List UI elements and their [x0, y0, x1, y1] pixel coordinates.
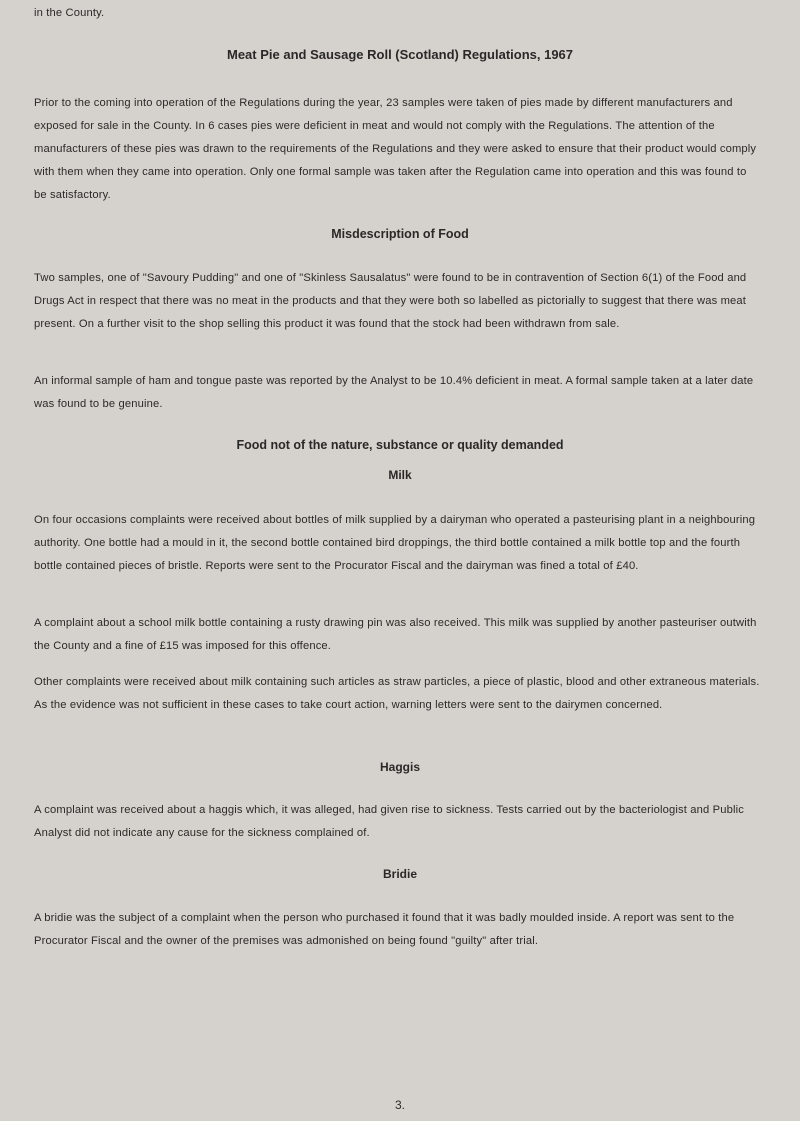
heading-food-not-nature: Food not of the nature, substance or quality demanded	[236, 438, 564, 452]
paragraph-misdescription-2: An informal sample of ham and tongue paste was reported by the Analyst to be 10.4% deficient in meat. A formal sample taken at a later date was found to be genuine.	[34, 375, 754, 410]
heading-haggis: Haggis	[379, 760, 420, 774]
heading-milk: Milk	[388, 468, 412, 482]
heading-misdescription: Misdescription of Food	[331, 227, 469, 241]
heading-meat-pie: Meat Pie and Sausage Roll (Scotland) Regulations, 1967	[226, 47, 574, 62]
paragraph-misdescription-1: Two samples, one of "Savoury Pudding" and one of "Skinless Sausalatus" were found to be in contravention of Section 6(1) of the Food and Drugs Act in respect that there was no meat in the products and that they were both so labelled as pictorially to suggest that there was meat present. On a further visit to the shop selling this product it was found that the stock had been withdrawn from sale.	[34, 272, 747, 330]
paragraph-milk-3: Other complaints were received about milk containing such articles as straw particles, a piece of plastic, blood and other extraneous materials. As the evidence was not sufficient in these cases to take court action, warning letters were sent to the dairymen concerned.	[34, 676, 760, 711]
paragraph-milk-1: On four occasions complaints were received about bottles of milk supplied by a dairyman who operated a pasteurising plant in a neighbouring authority. One bottle had a mould in it, the second bottle contained bird droppings, the third bottle contained a milk bottle top and the fourth bottle contained pieces of bristle. Reports were sent to the Procurator Fiscal and the dairyman was fined a total of £40.	[34, 514, 756, 572]
paragraph-haggis: A complaint was received about a haggis which, it was alleged, had given rise to sickness. Tests carried out by the bacteriologist and Public Analyst did not indicate any cause for the sickness complained of.	[34, 804, 744, 839]
paragraph-milk-2: A complaint about a school milk bottle containing a rusty drawing pin was also received. This milk was supplied by another pasteuriser outwith the County and a fine of £15 was imposed for this offence.	[34, 617, 757, 652]
page-number: 3.	[394, 1098, 405, 1112]
heading-bridie: Bridie	[382, 867, 417, 881]
top-line: in the County.	[34, 7, 105, 19]
paragraph-meat-pie: Prior to the coming into operation of the Regulations during the year, 23 samples were taken of pies made by different manufacturers and exposed for sale in the County. In 6 cases pies were deficient in meat and would not comply with the Regulations. The attention of the manufacturers of these pies was drawn to the requirements of the Regulations and they were asked to ensure that their product would comply with them when they came into operation. Only one formal sample was taken after the Regulation came into operation and this was found to be satisfactory.	[34, 97, 757, 201]
paragraph-bridie: A bridie was the subject of a complaint when the person who purchased it found that it was badly moulded inside. A report was sent to the Procurator Fiscal and the owner of the premises was admonished on being found "guilty" after trial.	[34, 912, 735, 947]
